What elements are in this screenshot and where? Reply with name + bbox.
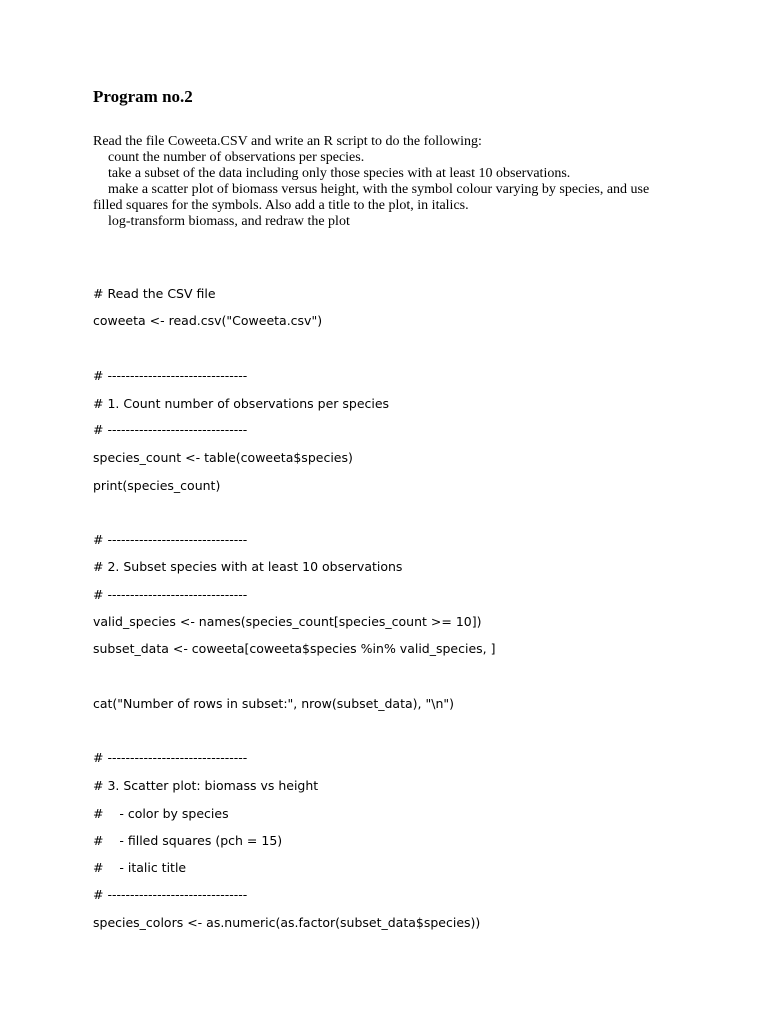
code-line: cat("Number of rows in subset:", nrow(subset_data), "\n") xyxy=(93,696,454,711)
code-line: species_colors <- as.numeric(as.factor(subset_data$species)) xyxy=(93,915,481,930)
code-separator: # ------------------------------- xyxy=(93,368,248,383)
task-item: take a subset of the data including only those species with at least 10 observations. xyxy=(108,166,571,181)
code-comment: # 2. Subset species with at least 10 observations xyxy=(93,559,403,574)
code-separator: # ------------------------------- xyxy=(93,587,248,602)
program-title: Program no.2 xyxy=(93,87,193,106)
code-comment: # 1. Count number of observations per species xyxy=(93,396,390,411)
code-line: subset_data <- coweeta[coweeta$species %in% valid_species, ] xyxy=(93,641,496,656)
code-comment: # - italic title xyxy=(93,860,187,875)
task-item: log-transform biomass, and redraw the plot xyxy=(108,214,350,229)
code-separator: # ------------------------------- xyxy=(93,532,248,547)
code-comment: # 3. Scatter plot: biomass vs height xyxy=(93,778,319,793)
code-line: coweeta <- read.csv("Coweeta.csv") xyxy=(93,313,323,328)
task-description xyxy=(93,134,673,230)
task-intro: Read the file Coweeta.CSV and write an R script to do the following: xyxy=(93,134,482,149)
code-comment: # - filled squares (pch = 15) xyxy=(93,833,283,848)
code-line: valid_species <- names(species_count[species_count >= 10]) xyxy=(93,614,482,629)
code-separator: # ------------------------------- xyxy=(93,750,248,765)
task-item: count the number of observations per species. xyxy=(108,150,365,165)
code-comment: # Read the CSV file xyxy=(93,286,216,301)
code-separator: # ------------------------------- xyxy=(93,887,248,902)
code-separator: # ------------------------------- xyxy=(93,422,248,437)
task-item: make a scatter plot of biomass versus height, with the symbol colour varying by species, and use filled squares for the symbols. Also add a title to the plot, in italics. xyxy=(93,182,650,213)
code-line: species_count <- table(coweeta$species) xyxy=(93,450,353,465)
code-line: print(species_count) xyxy=(93,478,221,493)
code-comment: # - color by species xyxy=(93,806,229,821)
